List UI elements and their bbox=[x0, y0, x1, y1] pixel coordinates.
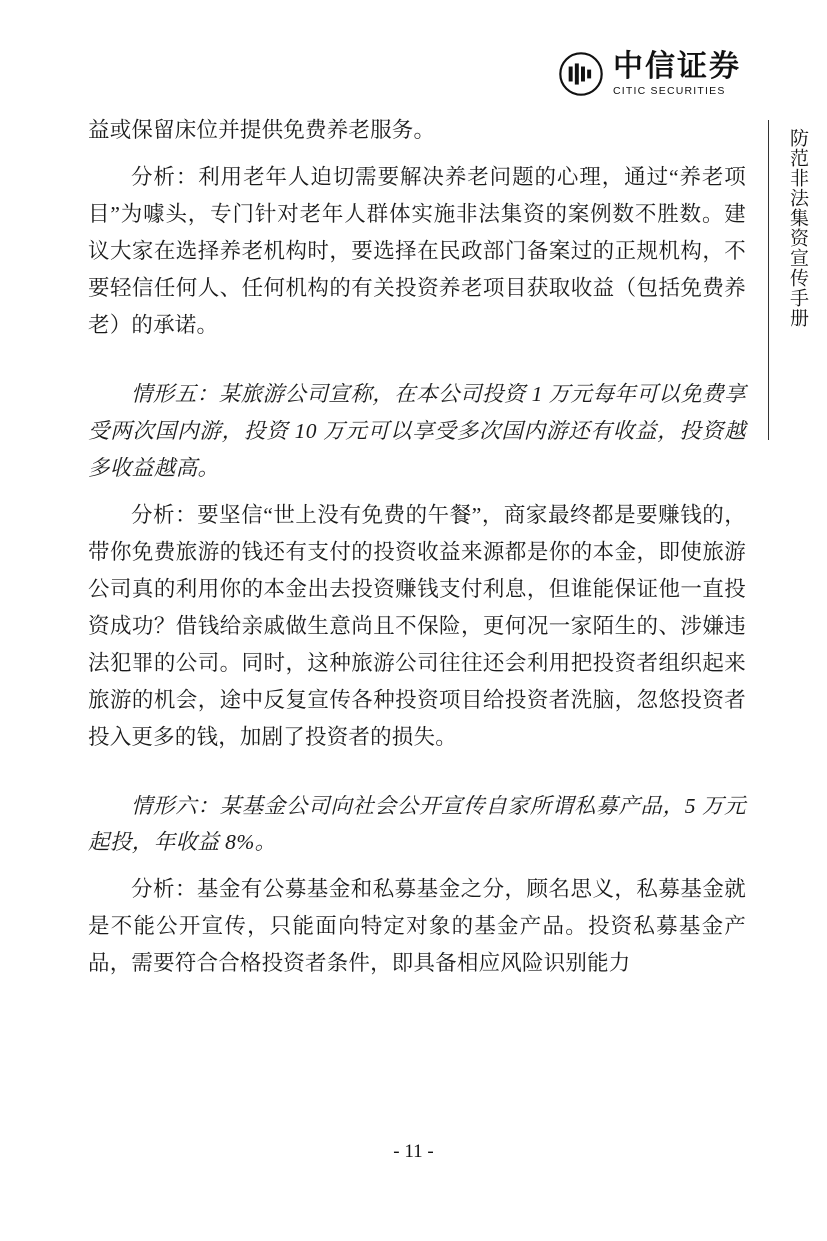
paragraph-case-6: 情形六：某基金公司向社会公开宣传自家所谓私募产品，5 万元起投，年收益 8%。 bbox=[88, 793, 746, 855]
paragraph-analysis-3: 分析：基金有公募基金和私募基金之分，顾名思义，私募基金就是不能公开宣传，只能面向特定对象的基金产品。投资私募基金产品，需要符合合格投资者条件，即具备相应风险识别能力 bbox=[88, 877, 746, 976]
brand-wordmark bbox=[613, 52, 741, 97]
paragraph-analysis-1: 分析：利用老年人迫切需要解决养老问题的心理，通过“养老项目”为噱头，专门针对老年人群体实施非法集资的案例数不胜数。建议大家在选择养老机构时，要选择在民政部门备案过的正规机构，不要轻信任何人、任何机构的有关投资养老项目获取收益（包括免费养老）的承诺。 bbox=[88, 164, 746, 337]
brand-name-cn: 中信证券 bbox=[613, 50, 741, 83]
page-number: - 11 - bbox=[393, 1141, 434, 1162]
paragraph-analysis-2: 分析：要坚信“世上没有免费的午餐”，商家最终都是要赚钱的，带你免费旅游的钱还有支付的投资收益来源都是你的本金，即使旅游公司真的利用你的本金出去投资赚钱支付利息，但谁能保证他一直投资成功？借钱给亲戚做生意尚且不保险，更何况一家陌生的、涉嫌违法犯罪的公司。同时，这种旅游公司往往还会利用把投资者组织起来旅游的机会，途中反复宣传各种投资项目给投资者洗脑，忽悠投资者投入更多的钱，加剧了投资者的损失。 bbox=[88, 502, 746, 749]
paragraph-continued: 益或保留床位并提供免费养老服务。 bbox=[88, 118, 436, 142]
page-body bbox=[88, 112, 746, 988]
paragraph-spacer bbox=[88, 350, 746, 360]
paragraph-case-5: 情形五：某旅游公司宣称，在本公司投资 1 万元每年可以免费享受两次国内游，投资 10 万元可以享受多次国内游还有收益，投资越多收益越高。 bbox=[88, 381, 746, 480]
paragraph-spacer-2 bbox=[88, 762, 746, 772]
citic-logo-icon bbox=[559, 52, 603, 96]
brand-logo bbox=[559, 52, 741, 97]
side-title-rule bbox=[768, 120, 769, 440]
brand-name-en: CITIC SECURITIES bbox=[613, 85, 726, 97]
side-title: 防范非法集资宣传手册 bbox=[787, 128, 808, 328]
